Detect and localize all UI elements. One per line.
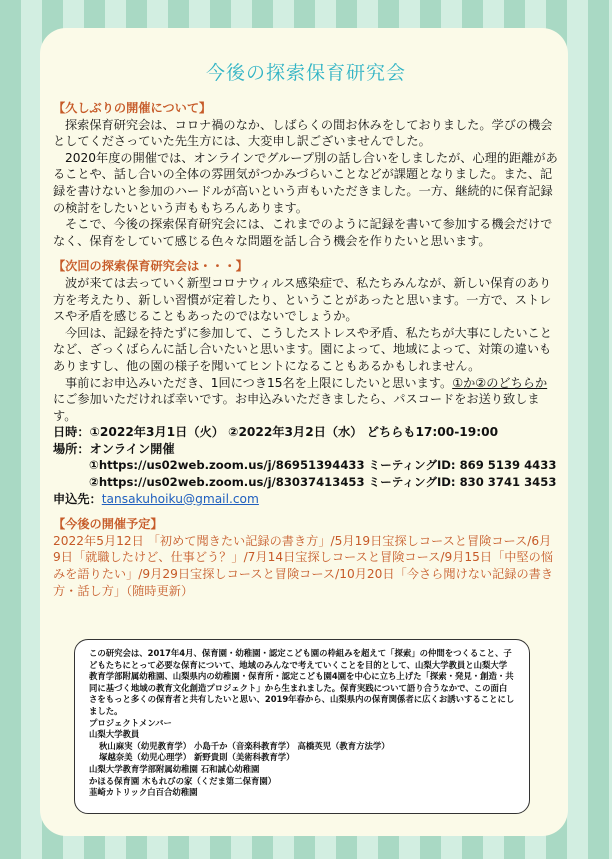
page-title: 今後の探索保育研究会 <box>205 62 406 84</box>
date-value: ①2022年3月1日（火） ②2022年3月2日（水） どちらも17:00-19:00 <box>89 425 499 440</box>
paragraph: 波が来ては去っていく新型コロナウィルス感染症で、私たちみんなが、新しい保育のあり方を考えたり、新しい習慣が定着したり、ということがあったと思います。一方で、ストレスや矛盾を感じることもあったのではないでしょうか。 <box>53 275 552 324</box>
paragraph: そこで、今後の探索保育研究会には、これまでのように記録を書いて参加する機会だけでなく、保育をしていて感じる色々な問題を話し合う機会を作りたいと思います。 <box>53 217 553 248</box>
schedule-text: 2022年5月12日 「初めて聞きたい記録の書き方」/5月19日宝探しコースと冒険コース/6月9日「就職したけど、仕事どう？」/7月14日宝探しコースと冒険コース/9月15日「中堅の悩みを語りたい」/9月29日宝探しコースと冒険コース/10月20日「今さら聞けない記録の書き方・話し方」（随時更新） <box>53 533 554 598</box>
paragraph: 探索保育研究会は、コロナ禍のなか、しばらくの間お休みをしておりました。学びの機会としてくださっていた先生方には、大変申し訳ございませんでした。 <box>53 117 553 149</box>
apply-label: 申込先： <box>53 491 102 506</box>
date-label: 日時： <box>53 425 90 440</box>
section-heading-schedule: 【今後の開催予定】 <box>53 517 163 532</box>
text: 事前にお申込みいただき、1回につき15名を上限にしたいと思います。 <box>65 375 453 390</box>
main-content <box>53 100 558 599</box>
email-link[interactable]: tansakuhoiku@gmail.com <box>101 491 259 506</box>
about-text: この研究会は、2017年4月、保育園・幼稚園・認定こども園の枠組みを超えて「探索」の仲間をつくること、子どもたちにとって必要な保育について、地域のみんなで考えていくことを目的として、山梨大学教員と山梨大学教育学部附属幼稚園、山梨県内の幼稚園・保育所・認定こども園4園を中心に立ち上げた「探索・発見・創造・共同に基づく地域の教育文化創造プロジェクト」から生まれました。保育実践について語り合うなかで、この面白さをもっと多くの保育者と共有したいと思い、2019年春から、山梨県内の保育関係者に広くお誘いすることにしました。 <box>89 648 515 716</box>
kindergarten-line1: 山梨大学教育学部附属幼稚園 石和誠心幼稚園 <box>89 763 260 774</box>
emphasis-either: ①か②のどちらか <box>452 375 548 390</box>
univ-members-line2: 塚越奈美（幼児心理学） 新野貴則（美術科教育学） <box>99 752 295 763</box>
section-heading-next-meeting: 【次回の探索保育研究会は・・・】 <box>53 259 248 274</box>
univ-members-line1: 秋山麻実（幼児教育学） 小島千か（音楽科教育学） 高橋英児（教育方法学） <box>99 740 390 751</box>
event-date <box>53 424 558 441</box>
zoom-link-1[interactable]: ①https://us02web.zoom.us/j/86951394433 ミーティングID: 869 5139 4433 <box>89 458 557 473</box>
section-heading-reopening: 【久しぶりの開催について】 <box>53 101 212 115</box>
event-place <box>53 441 558 458</box>
place-label: 場所： <box>53 441 90 456</box>
univ-title: 山梨大学教員 <box>89 729 140 740</box>
text: にご参加いただければ幸いです。お申込みいただきましたら、パスコードをお送り致します。 <box>53 392 540 423</box>
kindergarten-line2: かほる保育園 木もれびの家（くだま第二保育園） <box>89 775 277 786</box>
kindergarten-line3: 韮崎カトリック白百合幼稚園 <box>89 787 198 798</box>
paragraph: 2020年度の開催では、オンラインでグループ別の話し合いをしましたが、心理的距離があることや、話し合いの全体の雰囲気がつかみづらいことなどが課題となりました。また、記録を書けないと参加のハードルが高いという声もいただきました。一方、継続的に保育記録の検討をしたいという声ももちろんあります。 <box>53 150 558 215</box>
about-box <box>74 639 530 814</box>
paragraph <box>53 375 558 425</box>
members-title: プロジェクトメンバー <box>89 717 172 728</box>
zoom-link-2[interactable]: ②https://us02web.zoom.us/j/83037413453 ミーティングID: 830 3741 3453 <box>89 475 557 490</box>
place-value: オンライン開催 <box>89 441 175 456</box>
event-apply <box>53 491 558 508</box>
paragraph: 今回は、記録を持たずに参加して、こうしたストレスや矛盾、私たちが大事にしたいことなど、ざっくばらんに話し合いたいと思います。園によって、地域によって、対策の違いもありますし、他の園の様子を聞いてヒントになることもあるかもしれません。 <box>53 325 552 373</box>
